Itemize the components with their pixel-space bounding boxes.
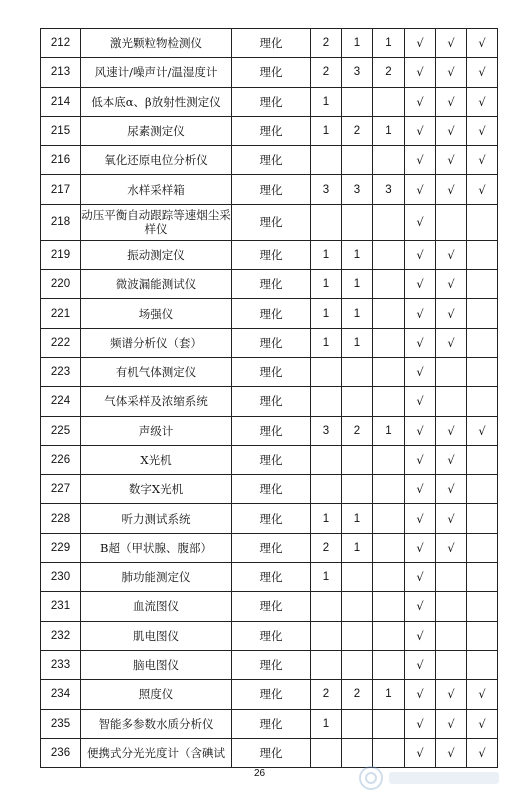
instrument-name: X光机 xyxy=(81,445,232,474)
quantity-cell: 2 xyxy=(311,29,342,58)
quantity-cell: 3 xyxy=(373,175,405,204)
table-row xyxy=(41,116,498,145)
check-cell: √ xyxy=(405,738,436,767)
check-cell: √ xyxy=(436,416,467,445)
instrument-info-watermark-icon xyxy=(357,763,507,793)
quantity-cell xyxy=(373,709,405,738)
table-row xyxy=(41,475,498,504)
table-row xyxy=(41,680,498,709)
instrument-name: 有机气体测定仪 xyxy=(81,357,232,386)
check-cell: √ xyxy=(405,146,436,175)
instrument-name: 振动测定仪 xyxy=(81,240,232,269)
row-number: 232 xyxy=(41,621,81,650)
row-number: 219 xyxy=(41,240,81,269)
check-cell: √ xyxy=(436,270,467,299)
instrument-name: 数字X光机 xyxy=(81,475,232,504)
instrument-name: 尿素测定仪 xyxy=(81,116,232,145)
check-cell: √ xyxy=(405,240,436,269)
check-cell xyxy=(467,270,498,299)
instrument-name: 气体采样及浓缩系统 xyxy=(81,387,232,416)
row-number: 236 xyxy=(41,738,81,767)
quantity-cell: 1 xyxy=(373,416,405,445)
quantity-cell xyxy=(373,299,405,328)
quantity-cell xyxy=(311,387,342,416)
category: 理化 xyxy=(232,504,311,533)
check-cell: √ xyxy=(405,533,436,562)
category: 理化 xyxy=(232,738,311,767)
table-row xyxy=(41,29,498,58)
check-cell: √ xyxy=(405,621,436,650)
check-cell: √ xyxy=(405,592,436,621)
quantity-cell: 1 xyxy=(342,270,373,299)
row-number: 231 xyxy=(41,592,81,621)
page-number: 26 xyxy=(253,768,266,779)
row-number: 212 xyxy=(41,29,81,58)
check-cell: √ xyxy=(405,416,436,445)
quantity-cell: 1 xyxy=(311,116,342,145)
quantity-cell: 3 xyxy=(311,175,342,204)
check-cell xyxy=(467,204,498,240)
check-cell xyxy=(436,563,467,592)
check-cell: √ xyxy=(405,175,436,204)
check-cell: √ xyxy=(436,116,467,145)
quantity-cell xyxy=(373,204,405,240)
quantity-cell: 1 xyxy=(311,563,342,592)
quantity-cell: 2 xyxy=(311,533,342,562)
check-cell: √ xyxy=(405,328,436,357)
quantity-cell: 2 xyxy=(342,116,373,145)
instrument-name: 照度仪 xyxy=(81,680,232,709)
check-cell xyxy=(436,204,467,240)
check-cell xyxy=(467,445,498,474)
quantity-cell: 1 xyxy=(311,87,342,116)
quantity-cell xyxy=(311,146,342,175)
check-cell xyxy=(467,592,498,621)
check-cell: √ xyxy=(405,357,436,386)
check-cell: √ xyxy=(405,650,436,679)
row-number: 224 xyxy=(41,387,81,416)
quantity-cell: 1 xyxy=(342,299,373,328)
instrument-name: 风速计/噪声计/温湿度计 xyxy=(81,58,232,87)
table-row xyxy=(41,533,498,562)
row-number: 225 xyxy=(41,416,81,445)
category: 理化 xyxy=(232,116,311,145)
quantity-cell xyxy=(342,445,373,474)
check-cell: √ xyxy=(436,709,467,738)
check-cell: √ xyxy=(436,240,467,269)
quantity-cell xyxy=(342,87,373,116)
quantity-cell: 2 xyxy=(342,416,373,445)
quantity-cell xyxy=(373,357,405,386)
quantity-cell xyxy=(373,87,405,116)
quantity-cell xyxy=(311,738,342,767)
instrument-name: 低本底α、β放射性测定仪 xyxy=(81,87,232,116)
check-cell: √ xyxy=(467,416,498,445)
instrument-name: 肺功能测定仪 xyxy=(81,563,232,592)
check-cell xyxy=(436,621,467,650)
quantity-cell xyxy=(342,709,373,738)
instrument-name: 水样采样箱 xyxy=(81,175,232,204)
table-row xyxy=(41,445,498,474)
table-row xyxy=(41,621,498,650)
check-cell: √ xyxy=(405,270,436,299)
category: 理化 xyxy=(232,146,311,175)
quantity-cell xyxy=(373,445,405,474)
check-cell: √ xyxy=(436,58,467,87)
instrument-name: 听力测试系统 xyxy=(81,504,232,533)
quantity-cell: 1 xyxy=(342,328,373,357)
quantity-cell xyxy=(373,240,405,269)
category: 理化 xyxy=(232,533,311,562)
check-cell: √ xyxy=(436,29,467,58)
table-row xyxy=(41,416,498,445)
check-cell xyxy=(467,387,498,416)
quantity-cell xyxy=(311,445,342,474)
instrument-name: 氧化还原电位分析仪 xyxy=(81,146,232,175)
category: 理化 xyxy=(232,592,311,621)
instrument-name: 智能多参数水质分析仪 xyxy=(81,709,232,738)
check-cell xyxy=(436,650,467,679)
quantity-cell xyxy=(342,204,373,240)
row-number: 233 xyxy=(41,650,81,679)
check-cell: √ xyxy=(436,445,467,474)
quantity-cell: 1 xyxy=(311,240,342,269)
row-number: 227 xyxy=(41,475,81,504)
quantity-cell: 3 xyxy=(342,175,373,204)
quantity-cell xyxy=(342,592,373,621)
instrument-name: 血流图仪 xyxy=(81,592,232,621)
quantity-cell xyxy=(311,592,342,621)
instrument-name: B超（甲状腺、腹部） xyxy=(81,533,232,562)
check-cell xyxy=(436,592,467,621)
check-cell: √ xyxy=(405,445,436,474)
check-cell: √ xyxy=(467,680,498,709)
table-row xyxy=(41,299,498,328)
table-row xyxy=(41,146,498,175)
quantity-cell xyxy=(311,621,342,650)
check-cell: √ xyxy=(405,29,436,58)
table-row xyxy=(41,270,498,299)
quantity-cell: 2 xyxy=(311,58,342,87)
row-number: 226 xyxy=(41,445,81,474)
table-row xyxy=(41,563,498,592)
table-row xyxy=(41,240,498,269)
category: 理化 xyxy=(232,270,311,299)
quantity-cell xyxy=(373,146,405,175)
check-cell: √ xyxy=(467,146,498,175)
quantity-cell: 1 xyxy=(311,709,342,738)
quantity-cell xyxy=(373,387,405,416)
category: 理化 xyxy=(232,204,311,240)
instrument-name: 脑电图仪 xyxy=(81,650,232,679)
quantity-cell: 3 xyxy=(311,416,342,445)
row-number: 223 xyxy=(41,357,81,386)
instrument-name: 声级计 xyxy=(81,416,232,445)
quantity-cell xyxy=(311,650,342,679)
instrument-name: 场强仪 xyxy=(81,299,232,328)
quantity-cell: 1 xyxy=(311,328,342,357)
check-cell: √ xyxy=(436,175,467,204)
check-cell: √ xyxy=(436,328,467,357)
row-number: 214 xyxy=(41,87,81,116)
quantity-cell xyxy=(373,592,405,621)
table-row xyxy=(41,204,498,240)
row-number: 221 xyxy=(41,299,81,328)
row-number: 213 xyxy=(41,58,81,87)
check-cell xyxy=(467,475,498,504)
table-row xyxy=(41,87,498,116)
check-cell xyxy=(467,504,498,533)
check-cell: √ xyxy=(405,504,436,533)
quantity-cell: 2 xyxy=(373,58,405,87)
quantity-cell xyxy=(373,270,405,299)
check-cell: √ xyxy=(467,709,498,738)
instrument-name: 激光颗粒物检测仪 xyxy=(81,29,232,58)
quantity-cell: 1 xyxy=(373,116,405,145)
check-cell: √ xyxy=(405,299,436,328)
quantity-cell xyxy=(373,475,405,504)
category: 理化 xyxy=(232,29,311,58)
check-cell: √ xyxy=(436,680,467,709)
check-cell: √ xyxy=(436,738,467,767)
check-cell: √ xyxy=(436,533,467,562)
instrument-name: 频谱分析仪（套） xyxy=(81,328,232,357)
quantity-cell: 3 xyxy=(342,58,373,87)
table-row xyxy=(41,592,498,621)
check-cell: √ xyxy=(467,738,498,767)
check-cell xyxy=(467,240,498,269)
category: 理化 xyxy=(232,621,311,650)
check-cell: √ xyxy=(467,87,498,116)
row-number: 235 xyxy=(41,709,81,738)
category: 理化 xyxy=(232,175,311,204)
table-row xyxy=(41,650,498,679)
check-cell: √ xyxy=(405,680,436,709)
check-cell: √ xyxy=(405,563,436,592)
quantity-cell xyxy=(311,475,342,504)
category: 理化 xyxy=(232,680,311,709)
category: 理化 xyxy=(232,650,311,679)
check-cell: √ xyxy=(436,504,467,533)
table-row xyxy=(41,504,498,533)
quantity-cell xyxy=(373,533,405,562)
table-row xyxy=(41,175,498,204)
quantity-cell xyxy=(373,504,405,533)
row-number: 228 xyxy=(41,504,81,533)
check-cell xyxy=(467,650,498,679)
quantity-cell: 1 xyxy=(311,504,342,533)
category: 理化 xyxy=(232,445,311,474)
instrument-name: 动压平衡自动跟踪等速烟尘采样仪 xyxy=(81,204,232,240)
check-cell xyxy=(467,621,498,650)
check-cell xyxy=(436,357,467,386)
quantity-cell xyxy=(373,621,405,650)
check-cell: √ xyxy=(405,709,436,738)
quantity-cell xyxy=(342,357,373,386)
quantity-cell xyxy=(373,563,405,592)
instrument-name: 肌电图仪 xyxy=(81,621,232,650)
check-cell: √ xyxy=(436,87,467,116)
table-row xyxy=(41,357,498,386)
check-cell xyxy=(467,357,498,386)
check-cell: √ xyxy=(405,387,436,416)
quantity-cell xyxy=(342,475,373,504)
row-number: 216 xyxy=(41,146,81,175)
check-cell: √ xyxy=(467,29,498,58)
equipment-table xyxy=(40,28,498,768)
category: 理化 xyxy=(232,299,311,328)
category: 理化 xyxy=(232,475,311,504)
quantity-cell: 1 xyxy=(342,29,373,58)
row-number: 217 xyxy=(41,175,81,204)
check-cell: √ xyxy=(405,58,436,87)
quantity-cell xyxy=(342,563,373,592)
category: 理化 xyxy=(232,709,311,738)
check-cell: √ xyxy=(467,58,498,87)
check-cell: √ xyxy=(467,116,498,145)
check-cell xyxy=(467,563,498,592)
check-cell: √ xyxy=(405,87,436,116)
table-row xyxy=(41,709,498,738)
quantity-cell: 1 xyxy=(311,299,342,328)
quantity-cell: 1 xyxy=(311,270,342,299)
quantity-cell: 2 xyxy=(342,680,373,709)
quantity-cell xyxy=(342,146,373,175)
row-number: 229 xyxy=(41,533,81,562)
table-body xyxy=(41,29,498,768)
row-number: 220 xyxy=(41,270,81,299)
category: 理化 xyxy=(232,387,311,416)
quantity-cell xyxy=(342,387,373,416)
check-cell: √ xyxy=(436,475,467,504)
quantity-cell xyxy=(342,650,373,679)
table-row xyxy=(41,328,498,357)
category: 理化 xyxy=(232,87,311,116)
row-number: 218 xyxy=(41,204,81,240)
quantity-cell: 1 xyxy=(342,504,373,533)
category: 理化 xyxy=(232,416,311,445)
row-number: 234 xyxy=(41,680,81,709)
table-row xyxy=(41,58,498,87)
category: 理化 xyxy=(232,357,311,386)
check-cell: √ xyxy=(436,299,467,328)
row-number: 230 xyxy=(41,563,81,592)
check-cell: √ xyxy=(405,475,436,504)
quantity-cell: 1 xyxy=(373,680,405,709)
check-cell xyxy=(467,299,498,328)
check-cell xyxy=(467,533,498,562)
quantity-cell xyxy=(311,357,342,386)
check-cell: √ xyxy=(405,116,436,145)
category: 理化 xyxy=(232,58,311,87)
quantity-cell: 1 xyxy=(342,533,373,562)
quantity-cell xyxy=(311,204,342,240)
row-number: 222 xyxy=(41,328,81,357)
category: 理化 xyxy=(232,240,311,269)
instrument-name: 便携式分光光度计（含碘试 xyxy=(81,738,232,767)
check-cell: √ xyxy=(436,146,467,175)
check-cell: √ xyxy=(467,175,498,204)
quantity-cell: 1 xyxy=(342,240,373,269)
check-cell: √ xyxy=(405,204,436,240)
table-row xyxy=(41,387,498,416)
category: 理化 xyxy=(232,563,311,592)
instrument-name: 微波漏能测试仪 xyxy=(81,270,232,299)
quantity-cell xyxy=(342,621,373,650)
quantity-cell xyxy=(373,328,405,357)
quantity-cell xyxy=(373,650,405,679)
quantity-cell: 1 xyxy=(373,29,405,58)
row-number: 215 xyxy=(41,116,81,145)
quantity-cell: 2 xyxy=(311,680,342,709)
category: 理化 xyxy=(232,328,311,357)
check-cell xyxy=(436,387,467,416)
check-cell xyxy=(467,328,498,357)
